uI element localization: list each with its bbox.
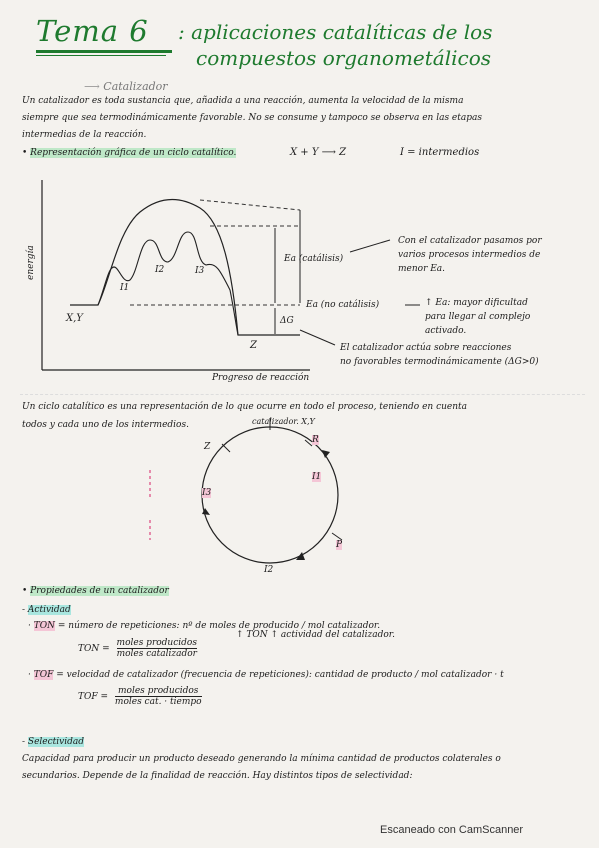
title-line-1: : aplicaciones catalíticas de los bbox=[178, 20, 493, 44]
cycle-p-arrow bbox=[332, 533, 342, 540]
selectividad-text: secundarios. Depende de la finalidad de reacción. Hay distintos tipos de selectividad: bbox=[22, 771, 413, 781]
definition-line: Un catalizador es toda sustancia que, añadida a una reacción, aumenta la velocidad de la misma bbox=[22, 96, 464, 106]
note-no-catalysis: activado. bbox=[425, 326, 467, 336]
cycle-label-i3: I3 bbox=[202, 488, 212, 498]
section-heading-catalizador: ⟶ Catalizador bbox=[84, 80, 168, 93]
note-catalysis: menor Ea. bbox=[398, 264, 446, 274]
cycle-label-p: P bbox=[336, 540, 343, 550]
product-label: Z bbox=[250, 340, 257, 351]
cycle-label-z: Z bbox=[204, 442, 211, 452]
intermediate-i3: I3 bbox=[195, 266, 205, 276]
note-delta-g: El catalizador actúa sobre reacciones bbox=[340, 343, 512, 353]
cycle-z-arrow bbox=[222, 444, 230, 452]
scanner-watermark: Escaneado con CamScanner bbox=[380, 824, 524, 836]
reactants-label: X,Y bbox=[66, 313, 83, 324]
reaction-equation: X + Y ⟶ Z bbox=[290, 147, 347, 158]
tof-definition: · TOF = velocidad de catalizador (frecuencia de repeticiones): cantidad de producto / mol catalizador · t bbox=[28, 670, 504, 680]
divider bbox=[20, 394, 585, 395]
tema-title: Tema 6 bbox=[36, 14, 149, 48]
cycle-label-i2: I2 bbox=[264, 565, 274, 575]
catalytic-cycle-circle bbox=[202, 427, 338, 563]
delta-g-label: ΔG bbox=[280, 316, 294, 326]
uncatalyzed-curve bbox=[70, 199, 300, 335]
note-catalysis: varios procesos intermedios de bbox=[398, 250, 541, 260]
definition-line: siempre que sea termodinámicamente favorable. No se consume y tampoco se observa en las etapas bbox=[22, 113, 482, 123]
bullet-representacion: • Representación gráfica de un ciclo catalítico. bbox=[22, 148, 237, 158]
note-no-catalysis: para llegar al complejo bbox=[425, 312, 531, 322]
x-axis-label: Progreso de reacción bbox=[212, 373, 310, 383]
ton-definition: · TON = número de repeticiones: nº de moles de producido / mol catalizador. bbox=[28, 621, 381, 631]
title-line-2: compuestos organometálicos bbox=[196, 46, 491, 70]
intermediate-i1: I1 bbox=[120, 283, 130, 293]
cycle-label-i1: I1 bbox=[312, 472, 322, 482]
properties-heading: • Propiedades de un catalizador bbox=[22, 586, 169, 596]
ea-top-dashed-line bbox=[200, 200, 300, 210]
selectividad-text: Capacidad para producir un producto deseado generando la mínima cantidad de productos colaterales o bbox=[22, 754, 501, 764]
note-delta-g: no favorables termodinámicamente (ΔG>0) bbox=[340, 357, 539, 367]
actividad-heading: - Actividad bbox=[22, 605, 71, 615]
cycle-top-label: catalizador. X,Y bbox=[252, 417, 315, 426]
y-axis-label: energía bbox=[26, 245, 36, 280]
tof-formula: TOF = moles producidos moles cat. · tiempo bbox=[78, 686, 202, 707]
definition-line: intermedias de la reacción. bbox=[22, 130, 147, 140]
ea-no-catalisis-label: Ea (no catálisis) bbox=[306, 300, 380, 310]
cycle-label-r: R bbox=[312, 435, 319, 445]
note-arrow bbox=[350, 240, 390, 252]
ton-note: ↑ TON ↑ actividad del catalizador. bbox=[236, 630, 395, 640]
cycle-description: Un ciclo catalítico es una representación de lo que ocurre en todo el proceso, teniendo en cuenta bbox=[22, 402, 468, 412]
intermediate-i2: I2 bbox=[155, 265, 165, 275]
ton-formula: TON = moles producidos moles catalizador bbox=[78, 638, 197, 659]
note-catalysis: Con el catalizador pasamos por bbox=[398, 236, 542, 246]
cycle-description: todos y cada uno de los intermedios. bbox=[22, 420, 189, 430]
intermediates-note: I = intermedios bbox=[400, 147, 480, 158]
selectividad-heading: - Selectividad bbox=[22, 737, 84, 747]
note-no-catalysis: ↑ Ea: mayor dificultad bbox=[425, 298, 528, 308]
cycle-arrowhead bbox=[322, 450, 330, 458]
ea-catalisis-label: Ea (catálisis) bbox=[284, 254, 344, 264]
note-arrow bbox=[300, 330, 335, 345]
cycle-arrowhead bbox=[296, 552, 305, 560]
